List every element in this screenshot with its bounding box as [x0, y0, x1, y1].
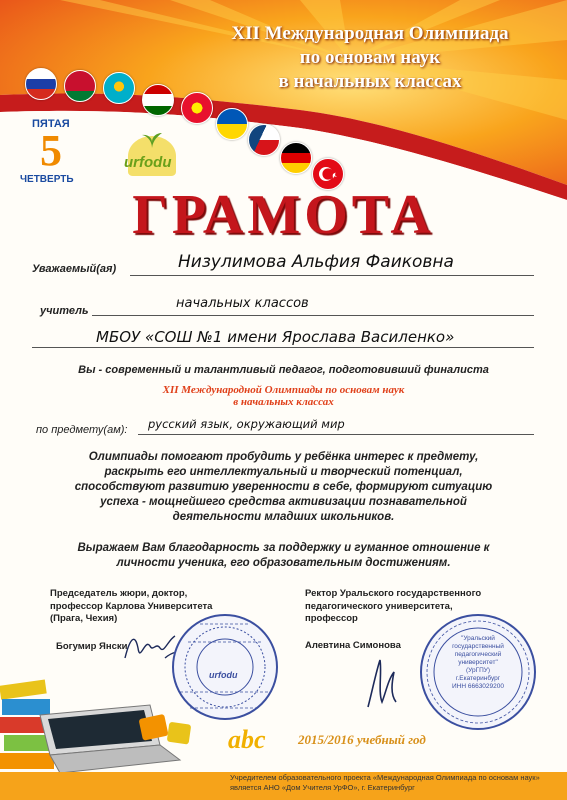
olympiad-name-line-1: XII Международной Олимпиады по основам наук: [162, 384, 405, 396]
paragraph-1-line-1: Олимпиады помогают пробудить у ребёнка интерес к предмету,: [88, 451, 479, 463]
footer-text: [230, 773, 560, 793]
russia-flag-icon: [25, 68, 57, 100]
paragraph-2-line-2: личности ученика, его образовательным достижениям.: [116, 557, 451, 569]
school-underline: [32, 347, 534, 348]
left-signer-title: [50, 588, 212, 626]
right-signer-line-2: педагогического университета,: [305, 600, 453, 612]
academic-year: 2015/2016 учебный год: [298, 732, 426, 747]
ukraine-flag-icon: [216, 108, 248, 140]
pyataya-chetvert-logo: [18, 118, 93, 188]
olympiad-header: [200, 22, 540, 94]
olympiad-name-line-2: в начальных классах: [233, 396, 334, 408]
kyrgyzstan-flag-icon: [181, 92, 213, 124]
paragraph-1-line-2: раскрыть его интеллектуальный и творческий потенциал,: [104, 466, 463, 478]
certificate-title: ГРАМОТА: [132, 184, 435, 246]
school-name: МБОУ «СОШ №1 имени Ярослава Василенко»: [96, 328, 455, 346]
paragraph-1-line-5: деятельности младших школьников.: [172, 511, 395, 523]
recipient-underline: [130, 275, 534, 276]
right-signer-line-3: профессор: [305, 613, 358, 624]
header-line-2: по основам наук: [299, 47, 441, 68]
logo-top-text: ПЯТАЯ: [32, 118, 70, 130]
header-line-1: XII Международная Олимпиада: [231, 23, 509, 44]
right-signer-line-1: Ректор Уральского государственного: [305, 588, 482, 599]
paragraph-1-line-3: способствуют развитию уверенности в себе, формируют ситуацию: [74, 481, 493, 493]
footer-line-2: является АНО «Дом Учителя УрФО», г. Екатеринбург: [230, 783, 415, 792]
sprout-icon: [140, 132, 164, 148]
subjects-value: русский язык, окружающий мир: [148, 417, 345, 431]
abc-logo-text: abc: [228, 725, 266, 754]
tajikistan-flag-icon: [142, 84, 174, 116]
left-seal-center-text: urfodu: [209, 670, 238, 680]
left-signer-line-3: (Прага, Чехия): [50, 613, 118, 624]
recipient-label: Уважаемый(ая): [32, 263, 117, 275]
urfodu-logo-text: urfodu: [124, 154, 172, 171]
czech-flag-icon: [248, 124, 280, 156]
logo-five-digit: 5: [40, 126, 62, 175]
role-label: учитель: [40, 305, 89, 317]
right-signer-name: Алевтина Симонова: [305, 640, 401, 651]
left-signer-line-2: профессор Карлова Университета: [50, 600, 213, 612]
kazakhstan-flag-icon: [103, 72, 135, 104]
role-underline: [92, 315, 534, 316]
recipient-name: Низулимова Альфия Фаиковна: [178, 252, 454, 272]
subjects-label: по предмету(ам):: [36, 424, 128, 436]
left-signer-name: Богумир Янски: [56, 641, 128, 652]
paragraph-2-line-1: Выражаем Вам благодарность за поддержку и гуманное отношение к: [77, 542, 490, 554]
logo-bottom-text: ЧЕТВЕРТЬ: [20, 174, 74, 185]
left-signer-line-1: Председатель жюри, доктор,: [50, 588, 188, 599]
belarus-flag-icon: [64, 70, 96, 102]
footer-line-1: Учредителем образовательного проекта «Международная Олимпиада по основам наук»: [230, 773, 540, 782]
right-seal-center-text: "Уральский государственный педагогический университет" (УрГПУ) г.Екатеринбург ИНН 6663029200: [451, 635, 505, 690]
paragraph-1-line-4: успеха - мощнейшего средства активизации познавательной: [100, 496, 467, 508]
header-line-3: в начальных классах: [278, 71, 462, 92]
right-signature-image: [358, 652, 408, 712]
role-value: начальных классов: [176, 296, 309, 311]
germany-flag-icon: [280, 142, 312, 174]
finalist-text: Вы - современный и талантливый педагог, подготовивший финалиста: [78, 364, 489, 376]
books-laptop-illustration: [0, 655, 235, 775]
subjects-underline: [138, 434, 534, 435]
